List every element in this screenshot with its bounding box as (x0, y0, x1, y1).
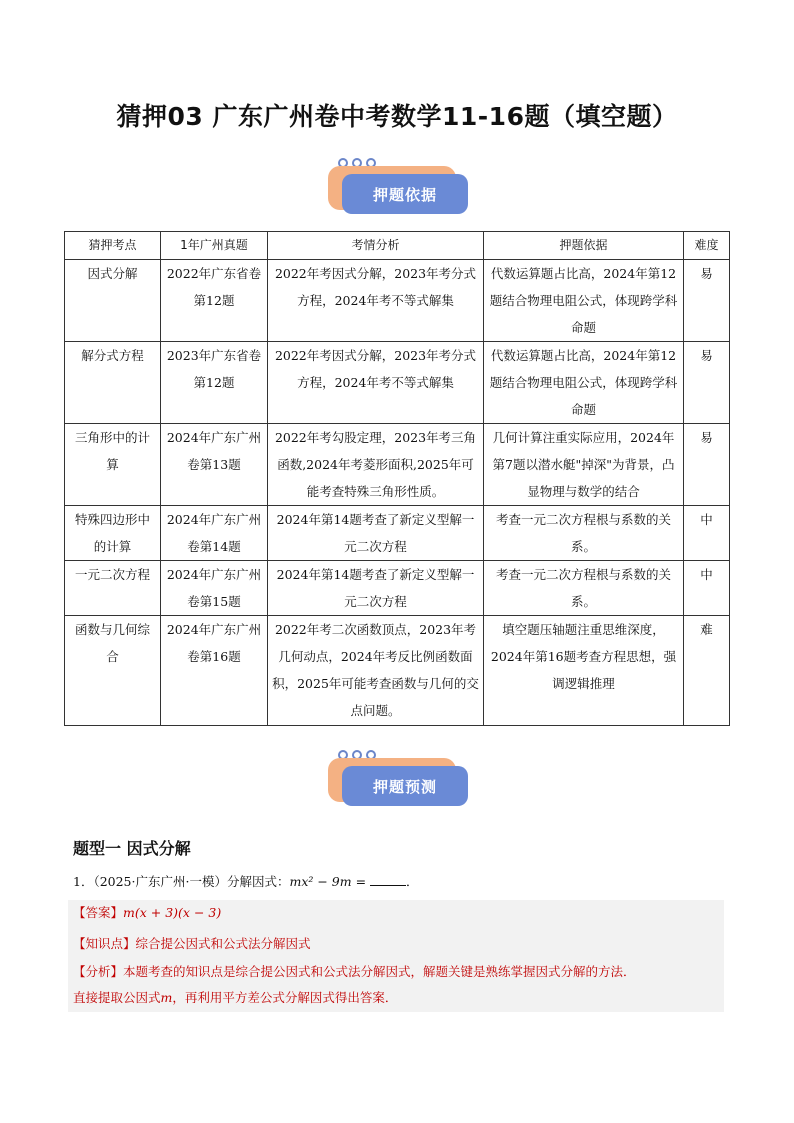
analysis-variable: m (160, 990, 173, 1005)
section-badge-prediction (328, 750, 468, 806)
answer-value: m(x + 3)(x − 3) (123, 905, 222, 920)
table-header: 1年广州真题 (161, 232, 268, 260)
table-cell: 2024年广东广州卷第15题 (161, 561, 268, 616)
section-heading: 题型一 因式分解 (73, 839, 191, 858)
table-row (65, 616, 730, 726)
table-header-row (65, 232, 730, 260)
question-prefix: 1．（2025·广东广州·一模）分解因式： (73, 874, 290, 889)
badge-label: 押题依据 (342, 174, 468, 214)
table-cell: 易 (684, 260, 730, 342)
table-cell: 2024年广东广州卷第14题 (161, 506, 268, 561)
analysis-text-2b: ，再利用平方差公式分解因式得出答案． (172, 990, 398, 1005)
topic-table (64, 231, 730, 726)
table-cell: 特殊四边形中的计算 (65, 506, 161, 561)
table-cell: 函数与几何综合 (65, 616, 161, 726)
answer-blank (370, 873, 406, 886)
table-row (65, 424, 730, 506)
table-cell: 考查一元二次方程根与系数的关系。 (484, 506, 684, 561)
analysis-tag: 【分析】 (73, 964, 124, 979)
table-header: 难度 (684, 232, 730, 260)
section-badge-basis (328, 158, 468, 214)
table-row (65, 342, 730, 424)
table-cell: 易 (684, 424, 730, 506)
answer-tag: 【答案】 (73, 905, 124, 920)
table-cell: 2022年考勾股定理，2023年考三角函数,2024年考菱形面积,2025年可能考查特殊三角形性质。 (268, 424, 484, 506)
analysis-line-1 (73, 962, 636, 980)
table-cell: 2023年广东省卷第12题 (161, 342, 268, 424)
analysis-text-2a: 直接提取公因式 (73, 990, 161, 1005)
table-cell: 代数运算题占比高，2024年第12题结合物理电阻公式，体现跨学科命题 (484, 342, 684, 424)
answer-line (73, 903, 221, 921)
table-row (65, 561, 730, 616)
question-expression: mx² − 9m = (289, 874, 367, 889)
table-header: 猜押考点 (65, 232, 161, 260)
question-1 (73, 872, 419, 890)
table-cell: 几何计算注重实际应用，2024年第7题以潜水艇"掉深"为背景，凸显物理与数学的结合 (484, 424, 684, 506)
table-cell: 代数运算题占比高，2024年第12题结合物理电阻公式，体现跨学科命题 (484, 260, 684, 342)
badge-label: 押题预测 (342, 766, 468, 806)
table-row (65, 506, 730, 561)
knowledge-text: 综合提公因式和公式法分解因式 (135, 936, 311, 951)
table-cell: 2024年广东广州卷第13题 (161, 424, 268, 506)
table-cell: 2022年考因式分解，2023年考分式方程，2024年考不等式解集 (268, 342, 484, 424)
table-cell: 解分式方程 (65, 342, 161, 424)
table-header: 考情分析 (268, 232, 484, 260)
table-cell: 考查一元二次方程根与系数的关系。 (484, 561, 684, 616)
table-cell: 易 (684, 342, 730, 424)
table-header: 押题依据 (484, 232, 684, 260)
table-cell: 中 (684, 506, 730, 561)
table-row (65, 260, 730, 342)
analysis-line-2 (73, 988, 397, 1006)
question-suffix: ． (406, 874, 419, 889)
table-cell: 三角形中的计算 (65, 424, 161, 506)
table-cell: 2022年考因式分解，2023年考分式方程，2024年考不等式解集 (268, 260, 484, 342)
table-cell: 2024年广东广州卷第16题 (161, 616, 268, 726)
table-cell: 因式分解 (65, 260, 161, 342)
knowledge-tag: 【知识点】 (73, 936, 136, 951)
table-cell: 2024年第14题考查了新定义型解一元二次方程 (268, 506, 484, 561)
knowledge-line (73, 934, 311, 952)
table-cell: 中 (684, 561, 730, 616)
table-cell: 难 (684, 616, 730, 726)
table-cell: 2022年广东省卷第12题 (161, 260, 268, 342)
table-cell: 一元二次方程 (65, 561, 161, 616)
analysis-text-1: 本题考查的知识点是综合提公因式和公式法分解因式，解题关键是熟练掌握因式分解的方法． (123, 964, 636, 979)
table-cell: 2022年考二次函数顶点，2023年考几何动点，2024年考反比例函数面积，2025年可能考查函数与几何的交点问题。 (268, 616, 484, 726)
table-cell: 2024年第14题考查了新定义型解一元二次方程 (268, 561, 484, 616)
table-cell: 填空题压轴题注重思维深度，2024年第16题考查方程思想，强调逻辑推理 (484, 616, 684, 726)
page-title: 猜押03 广东广州卷中考数学11-16题（填空题） (116, 102, 678, 131)
